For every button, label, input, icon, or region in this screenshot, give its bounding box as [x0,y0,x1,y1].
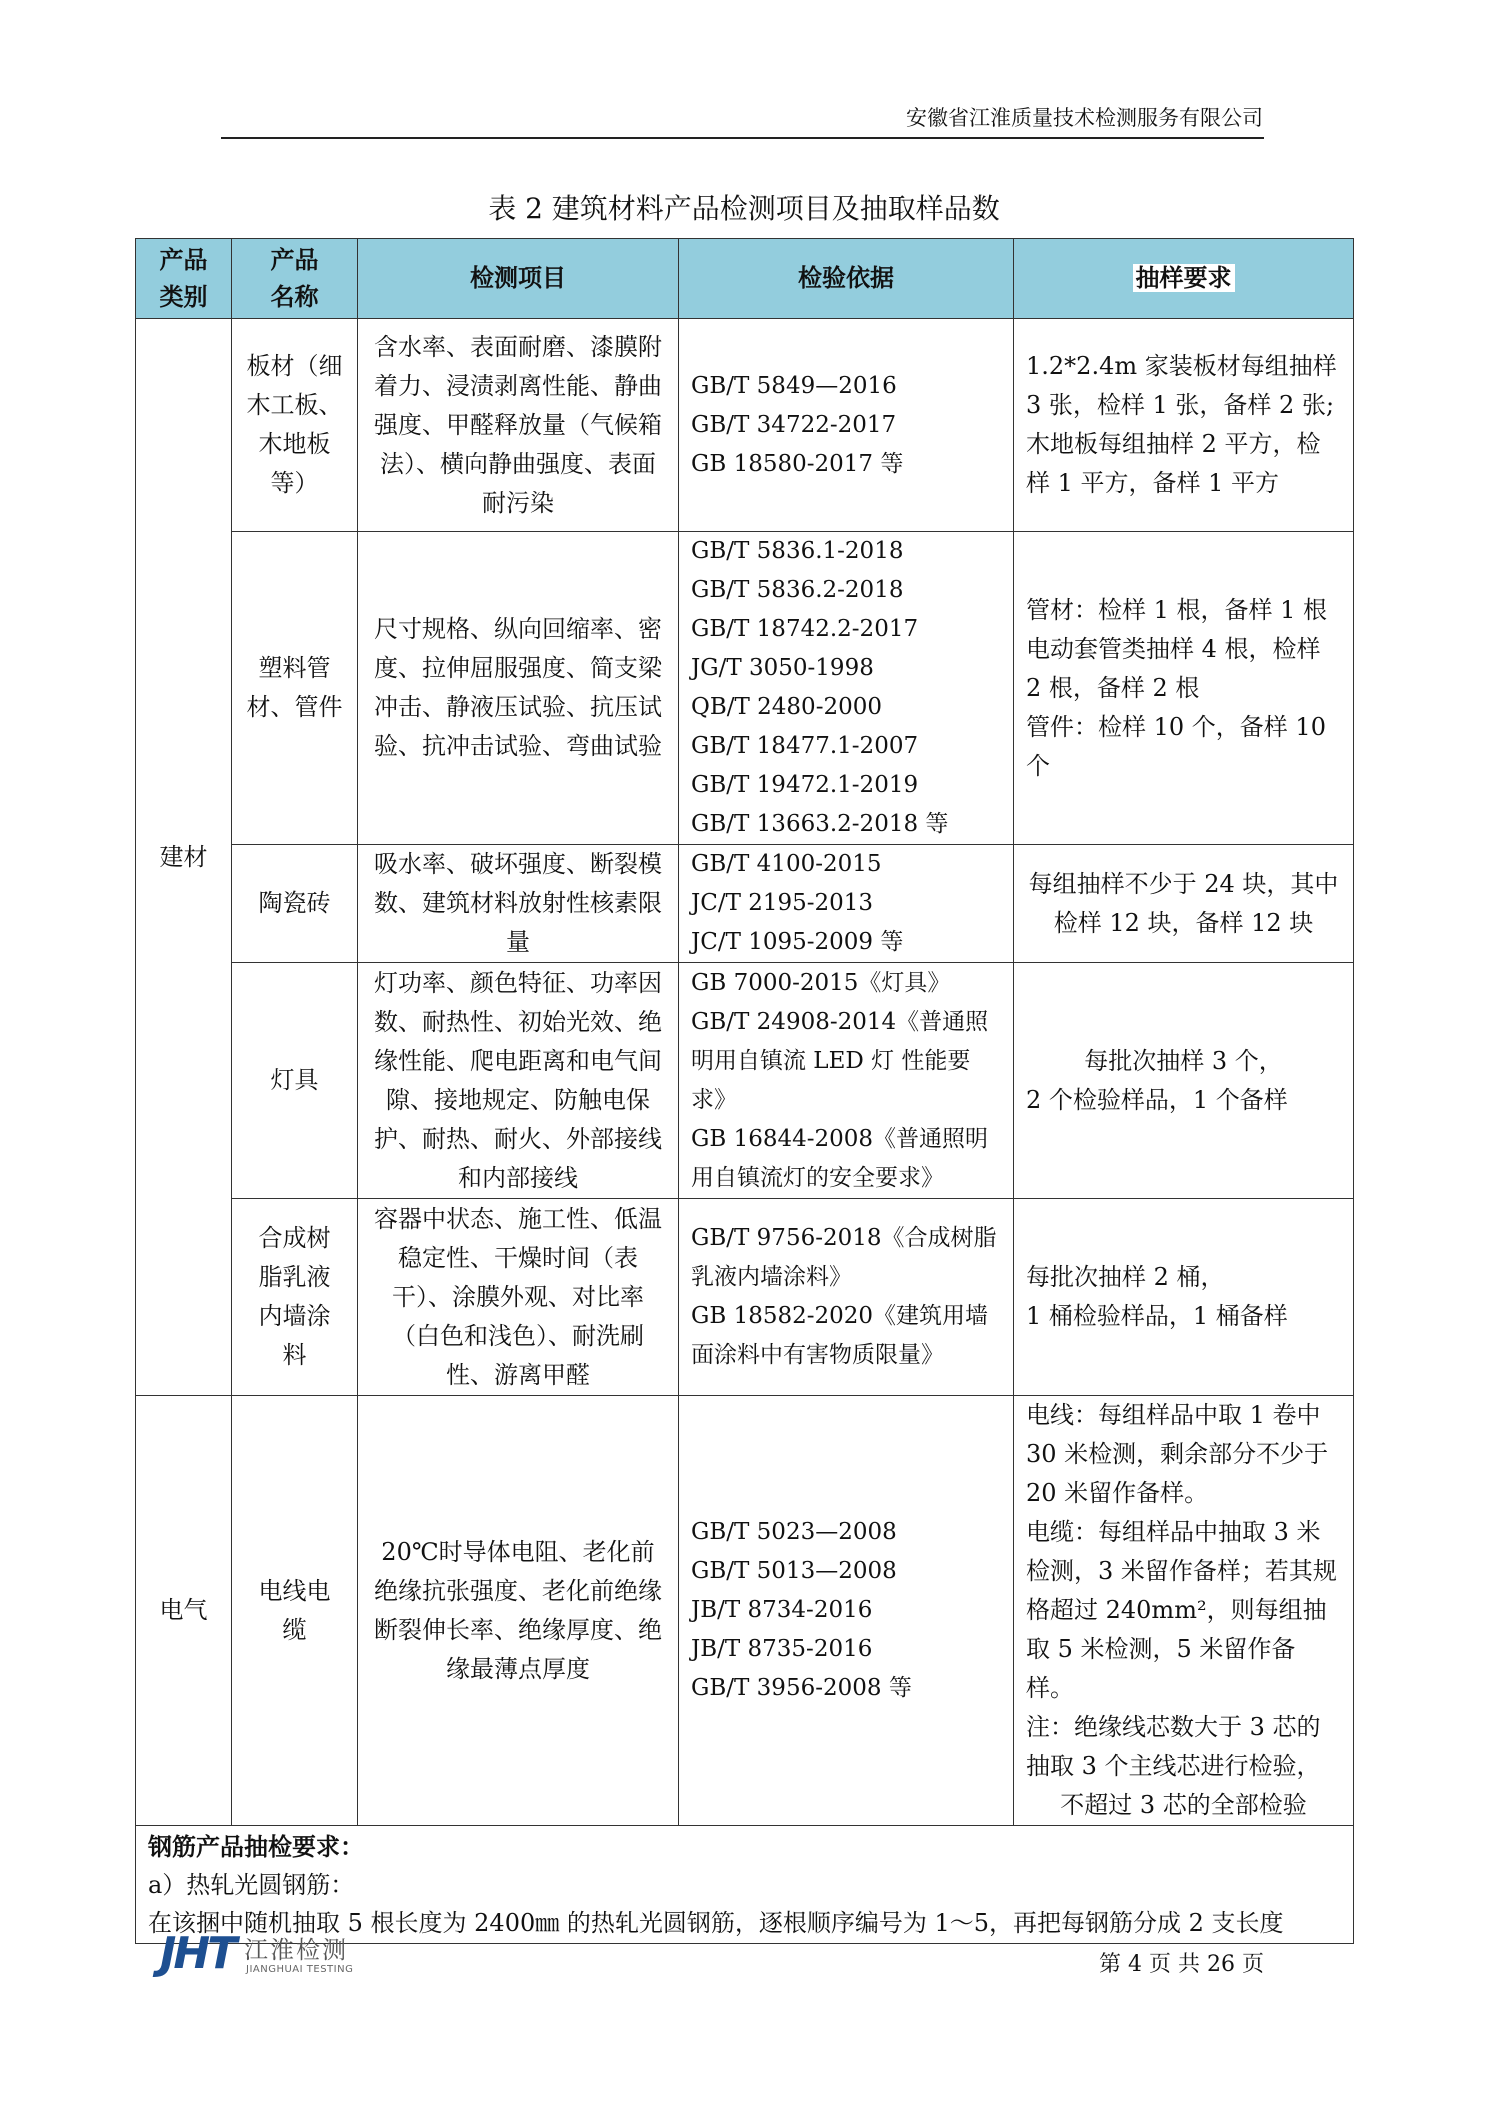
sampling-requirement: 1.2*2.4m 家装板材每组抽样 3 张，检样 1 张，备样 2 张;木地板每组抽样 2 平方，检样 1 平方，备样 1 平方 [1014,319,1354,532]
sampling-requirement: 每批次抽样 2 桶， 1 桶检验样品，1 桶备样 [1014,1199,1354,1396]
test-items: 尺寸规格、纵向回缩率、密度、拉伸屈服强度、简支梁冲击、静液压试验、抗压试验、抗冲击试验、弯曲试验 [358,532,679,845]
category-electric: 电气 [136,1396,232,1826]
col-header-category: 产品 类别 [136,239,232,319]
test-items: 吸水率、破坏强度、断裂模数、建筑材料放射性核素限量 [358,845,679,963]
test-basis: GB/T 5023—2008 GB/T 5013—2008 JB/T 8734-2016 JB/T 8735-2016 GB/T 3956-2008 等 [679,1396,1014,1826]
test-items: 含水率、表面耐磨、漆膜附着力、浸渍剥离性能、静曲强度、甲醛释放量（气候箱法）、横向静曲强度、表面耐污染 [358,319,679,532]
col-header-basis: 检验依据 [679,239,1014,319]
product-name: 陶瓷砖 [232,845,358,963]
table-row [136,1199,1354,1396]
product-name: 板材（细 木工板、 木地板 等） [232,319,358,532]
product-name: 合成树 脂乳液 内墙涂 料 [232,1199,358,1396]
product-name: 电线电 缆 [232,1396,358,1826]
note-row [136,1826,1354,1944]
test-items: 容器中状态、施工性、低温稳定性、干燥时间（表干）、涂膜外观、对比率（白色和浅色）、耐洗刷性、游离甲醛 [358,1199,679,1396]
logo-chinese-name: 江淮检测 [244,1936,348,1964]
col-header-items: 检测项目 [358,239,679,319]
header-divider [221,137,1264,139]
table-row [136,319,1354,532]
note-subtitle: a）热轧光圆钢筋： [148,1870,355,1899]
test-items: 灯功率、颜色特征、功率因数、耐热性、初始光效、绝缘性能、爬电距离和电气间隙、接地规定、防触电保护、耐热、耐火、外部接线和内部接线 [358,963,679,1199]
inspection-table [135,238,1354,1944]
logo-mark-icon: JHT [160,1928,235,1979]
table-row [136,845,1354,963]
product-name: 灯具 [232,963,358,1199]
logo-english-name: JIANGHUAI TESTING [246,1964,354,1975]
rebar-note [136,1826,1354,1944]
note-title: 钢筋产品抽检要求： [148,1832,364,1861]
table-row [136,963,1354,1199]
sampling-requirement: 电线：每组样品中取 1 卷中 30 米检测，剩余部分不少于 20 米留作备样。 电缆：每组样品中抽取 3 米检测，3 米留作备样；若其规格超过 240mm²，则每组抽取 5 米检测，5 米留作备样。 注：绝缘线芯数大于 3 芯的抽取 3 个主线芯进行检验， 不超过 3 芯的全部检验 [1014,1396,1354,1826]
test-basis: GB/T 5849—2016 GB/T 34722-2017 GB 18580-2017 等 [679,319,1014,532]
sampling-requirement: 每组抽样不少于 24 块，其中检样 12 块，备样 12 块 [1014,845,1354,963]
header-company-name: 安徽省江淮质量技术检测服务有限公司 [906,106,1263,130]
table-row [136,532,1354,845]
sampling-requirement: 每批次抽样 3 个， 2 个检验样品，1 个备样 [1014,963,1354,1199]
test-basis: GB/T 4100-2015 JC/T 2195-2013 JC/T 1095-2009 等 [679,845,1014,963]
page-number: 第 4 页 共 26 页 [1099,1952,1264,1977]
table-header-row [136,239,1354,319]
test-basis: GB 7000-2015《灯具》GB/T 24908-2014《普通照明用自镇流 LED 灯 性能要求》 GB 16844-2008《普通照明用自镇流灯的安全要求》 [679,963,1014,1199]
test-items: 20℃时导体电阻、老化前绝缘抗张强度、老化前绝缘断裂伸长率、绝缘厚度、绝缘最薄点厚度 [358,1396,679,1826]
product-name: 塑料管 材、管件 [232,532,358,845]
company-logo [160,1928,400,1988]
table-title: 表 2 建筑材料产品检测项目及抽取样品数 [488,192,1000,225]
col-header-requirement: 抽样要求 [1014,239,1354,319]
sampling-requirement: 管材：检样 1 根，备样 1 根电动套管类抽样 4 根，检样 2 根，备样 2 根 管件：检样 10 个，备样 10 个 [1014,532,1354,845]
test-basis: GB/T 5836.1-2018 GB/T 5836.2-2018 GB/T 18742.2-2017 JG/T 3050-1998 QB/T 2480-2000 GB/T 18477.1-2007 GB/T 19472.1-2019 GB/T 13663.2-2018 等 [679,532,1014,845]
category-building: 建材 [136,319,232,1396]
test-basis: GB/T 9756-2018《合成树脂乳液内墙涂料》 GB 18582-2020《建筑用墙面涂料中有害物质限量》 [679,1199,1014,1396]
note-text: 在该捆中随机抽取 5 根长度为 2400㎜ 的热轧光圆钢筋，逐根顺序编号为 1～5，再把每钢筋分成 2 支长度 [148,1908,1284,1937]
col-header-name: 产品 名称 [232,239,358,319]
table-row [136,1396,1354,1826]
